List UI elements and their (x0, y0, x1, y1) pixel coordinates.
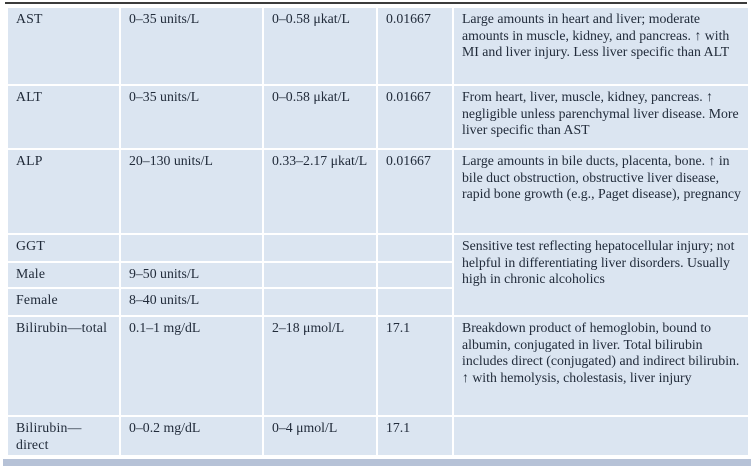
cell-si-range: 0–0.58 μkat/L (263, 7, 377, 85)
lab-values-table (6, 6, 750, 457)
cell-conventional-range: 8–40 units/L (120, 288, 263, 316)
cell-si-range: 2–18 μmol/L (263, 316, 377, 416)
cell-conversion-factor: 0.01667 (377, 149, 453, 234)
cell-si-range (263, 234, 377, 262)
cell-conversion-factor (377, 288, 453, 316)
cell-conventional-range: 0–0.2 mg/dL (120, 416, 263, 456)
cell-test-name: Male (7, 262, 120, 288)
cell-conversion-factor: 0.01667 (377, 85, 453, 149)
cell-test-name: Female (7, 288, 120, 316)
cell-test-name: Bilirubin—total (7, 316, 120, 416)
cell-si-range: 0.33–2.17 μkat/L (263, 149, 377, 234)
cell-description (453, 416, 749, 456)
cell-conversion-factor (377, 234, 453, 262)
cell-conversion-factor: 0.01667 (377, 7, 453, 85)
cell-si-range: 0–0.58 μkat/L (263, 85, 377, 149)
cell-description: Large amounts in bile ducts, placenta, bone. ↑ in bile duct obstruction, obstructive liver disease, rapid bone growth (e.g., Paget disease), pregnancy (453, 149, 749, 234)
cell-conventional-range: 0–35 units/L (120, 85, 263, 149)
cell-test-name: ALP (7, 149, 120, 234)
cell-test-name: AST (7, 7, 120, 85)
cell-conversion-factor: 17.1 (377, 416, 453, 456)
bottom-strip-divider (3, 459, 751, 466)
cell-test-name: Bilirubin—direct (7, 416, 120, 456)
cell-si-range: 0–4 μmol/L (263, 416, 377, 456)
cell-conventional-range (120, 234, 263, 262)
table-row-alt (7, 85, 749, 149)
cell-conversion-factor: 17.1 (377, 316, 453, 416)
top-rule-divider (5, 2, 747, 4)
cell-description-merged: Sensitive test reflecting hepatocellular injury; not helpful in differentiating liver disorders. Usually high in chronic alcoholics (453, 234, 749, 316)
cell-description: Large amounts in heart and liver; moderate amounts in muscle, kidney, and pancreas. ↑ with MI and liver injury. Less liver specific than ALT (453, 7, 749, 85)
cell-conventional-range: 0.1–1 mg/dL (120, 316, 263, 416)
cell-description: From heart, liver, muscle, kidney, pancreas. ↑ negligible unless parenchymal liver disease. More liver specific than AST (453, 85, 749, 149)
cell-conventional-range: 0–35 units/L (120, 7, 263, 85)
table-row-ggt (7, 234, 749, 262)
cell-si-range (263, 288, 377, 316)
table-row-alp (7, 149, 749, 234)
cell-test-name: GGT (7, 234, 120, 262)
cell-conventional-range: 20–130 units/L (120, 149, 263, 234)
cell-description: Breakdown product of hemoglobin, bound to albumin, conjugated in liver. Total bilirubin includes direct (conjugated) and indirect bilirubin. ↑ with hemolysis, cholestasis, liver injury (453, 316, 749, 416)
table-row-bilirubin-total (7, 316, 749, 416)
table-row-bilirubin-direct (7, 416, 749, 456)
cell-si-range (263, 262, 377, 288)
table-row-ast (7, 7, 749, 85)
cell-conversion-factor (377, 262, 453, 288)
cell-conventional-range: 9–50 units/L (120, 262, 263, 288)
cell-test-name: ALT (7, 85, 120, 149)
